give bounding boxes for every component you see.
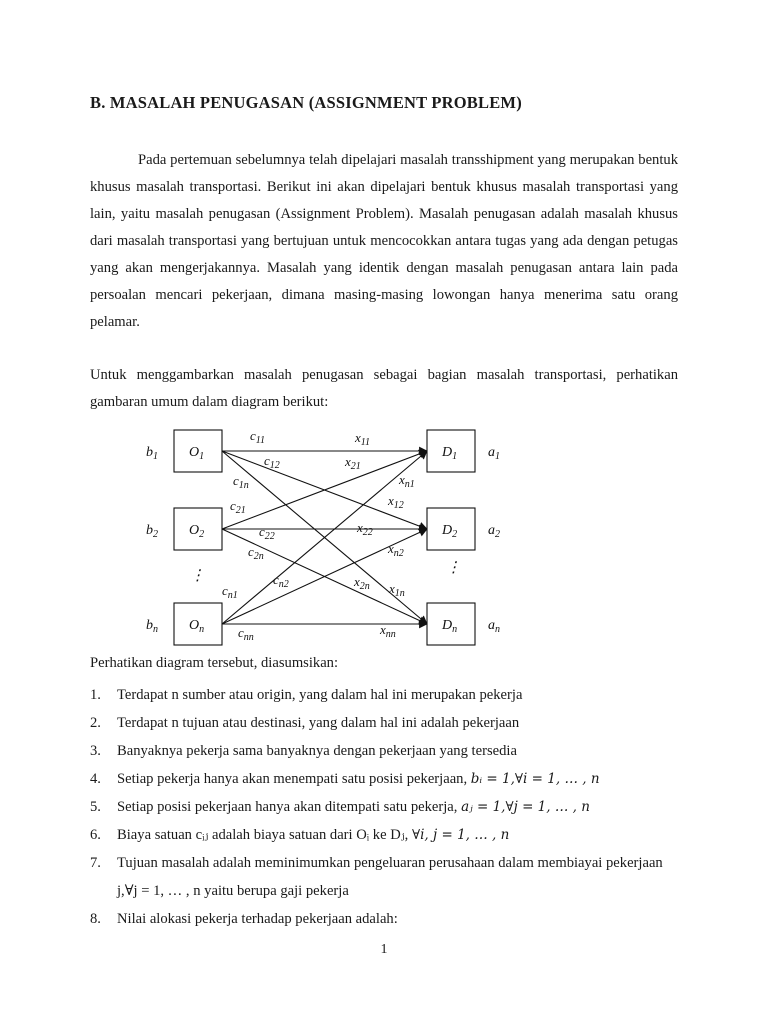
vertical-ellipsis: ⋮: [446, 560, 461, 576]
assumption-intro: Perhatikan diagram tersebut, diasumsikan:: [90, 655, 339, 671]
demand-label: $a_1$: [488, 445, 500, 462]
list-number: 7.: [90, 855, 101, 871]
list-item: [90, 821, 663, 849]
origin-label: $O_2$: [189, 523, 205, 540]
vertical-ellipsis: ⋮: [190, 568, 205, 584]
list-number: 1.: [90, 687, 101, 703]
destination-label: $D_1$: [442, 445, 458, 462]
list-number: 8.: [90, 911, 101, 927]
flow-label: $x_{22}$: [357, 520, 373, 538]
cost-label: $c_{nn}$: [238, 625, 254, 643]
list-item: [90, 737, 663, 765]
flow-label: $x_{1n}$: [389, 581, 405, 599]
list-number: 3.: [90, 743, 101, 759]
list-number: 4.: [90, 771, 101, 787]
list-text: Tujuan masalah adalah meminimumkan pengeluaran perusahaan dalam membiayai pekerjaan: [117, 855, 663, 871]
cost-label: $c_{1n}$: [233, 473, 249, 491]
origin-label: $O_n$: [189, 618, 205, 635]
list-text: Setiap pekerja hanya akan menempati satu posisi pekerjaan,: [117, 771, 471, 787]
paragraph-intro: Pada pertemuan sebelumnya telah dipelajari masalah transshipment yang merupakan bentuk khusus masalah transportasi. Berikut ini akan dipelajari bentuk khusus masalah transportasi yang lain, yaitu masalah penugasan (Assignment Problem). Masalah penugasan adalah masalah khusus dari masalah transportasi yang bertujuan untuk mencocokkan antara tugas yang ada dengan petugas yang akan mengerjakannya. Masalah yang identik dengan masalah penugasan antara lain pada persoalan mencari pekerjaan, dimana masing-masing lowongan hanya menerima satu orang pelamar.: [90, 152, 678, 330]
list-math: aⱼ = 1,∀j = 1, … , n: [461, 799, 590, 815]
flow-label: $x_{2n}$: [354, 574, 370, 592]
list-item-continuation: [90, 877, 663, 905]
flow-label: $x_{n2}$: [388, 541, 404, 559]
cost-label: $c_{11}$: [250, 428, 266, 446]
list-item: [90, 681, 663, 709]
list-number: 2.: [90, 715, 101, 731]
destination-label: $D_n$: [442, 618, 458, 635]
list-text: Banyaknya pekerja sama banyaknya dengan pekerjaan yang tersedia: [117, 743, 517, 759]
list-text: Terdapat n tujuan atau destinasi, yang dalam hal ini adalah pekerjaan: [117, 715, 520, 731]
section-heading: B. MASALAH PENUGASAN (ASSIGNMENT PROBLEM): [90, 93, 522, 112]
flow-label: $x_{n1}$: [399, 472, 415, 490]
list-text: Terdapat n sumber atau origin, yang dalam hal ini merupakan pekerja: [117, 687, 523, 703]
flow-label: $x_{11}$: [355, 430, 371, 448]
list-math: bᵢ = 1,∀i = 1, … , n: [470, 771, 600, 787]
flow-label: $x_{nn}$: [380, 622, 396, 640]
list-text: Nilai alokasi pekerja terhadap pekerjaan adalah:: [117, 911, 398, 927]
flow-label: $x_{21}$: [345, 454, 361, 472]
list-item: [90, 709, 663, 737]
list-item: [90, 849, 663, 877]
origin-label: $O_1$: [189, 445, 205, 462]
demand-label: $a_2$: [488, 523, 500, 540]
supply-label: $b_1$: [146, 445, 158, 462]
demand-label: $a_n$: [488, 618, 500, 635]
cost-label: $c_{22}$: [259, 524, 275, 542]
cost-label: $c_{21}$: [230, 498, 246, 516]
destination-label: $D_2$: [442, 523, 458, 540]
list-text: j,∀j = 1, … , n yaitu berupa gaji pekerja: [117, 883, 349, 899]
paragraph-diagram-intro: Untuk menggambarkan masalah penugasan sebagai bagian masalah transportasi, perhatikan gambaran umum dalam diagram berikut:: [90, 367, 678, 410]
list-item: [90, 765, 663, 793]
page-number: 1: [380, 942, 388, 957]
list-number: 5.: [90, 799, 101, 815]
list-item: [90, 793, 663, 821]
supply-label: $b_n$: [146, 618, 158, 635]
list-text: Setiap posisi pekerjaan hanya akan ditempati satu pekerja,: [117, 799, 462, 815]
cost-label: $c_{12}$: [264, 453, 280, 471]
assumption-list: [90, 681, 663, 933]
cost-label: $c_{n2}$: [273, 572, 289, 590]
supply-label: $b_2$: [146, 523, 158, 540]
cost-label: $c_{n1}$: [222, 583, 238, 601]
list-number: 6.: [90, 827, 101, 843]
list-text: Biaya satuan cᵢⱼ adalah biaya satuan dari Oᵢ ke Dⱼ,: [117, 827, 412, 843]
list-item: [90, 905, 663, 933]
flow-label: $x_{12}$: [388, 493, 404, 511]
cost-label: $c_{2n}$: [248, 544, 264, 562]
list-math: ∀i, j = 1, … , n: [411, 827, 510, 843]
